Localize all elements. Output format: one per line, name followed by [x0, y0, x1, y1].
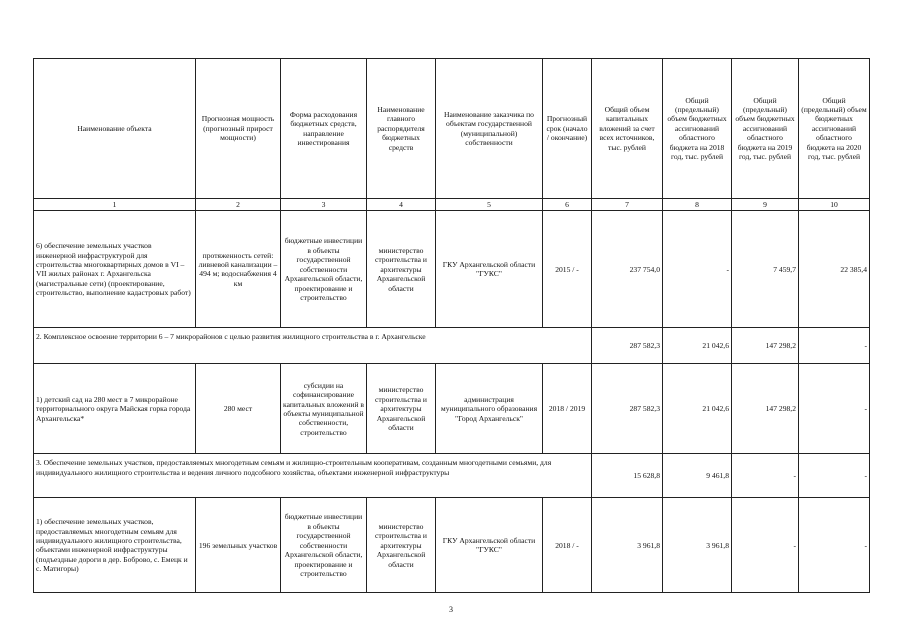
page-number: 3 — [449, 605, 453, 614]
total-investment-cell: 3 961,8 — [592, 498, 663, 593]
budget-2018-cell: - — [663, 211, 732, 328]
table-row — [34, 498, 870, 593]
total-investment-cell: 287 582,3 — [592, 364, 663, 454]
section-title: 2. Комплексное освоение территории 6 – 7 микрорайонов с целью развития жилищного строительства в г. Архангельске — [34, 328, 592, 364]
term-cell: 2015 / - — [543, 211, 592, 328]
column-number: 9 — [732, 199, 799, 211]
total-investment-cell: 15 628,8 — [592, 454, 663, 498]
table-row — [34, 364, 870, 454]
header-spending-form: Форма расходования бюджетных средств, направление инвестирования — [281, 59, 367, 199]
total-investment-cell: 287 582,3 — [592, 328, 663, 364]
spending-form-cell: бюджетные инвестиции в объекты государственной собственности Архангельской области, проектирование и строительство — [281, 211, 367, 328]
budget-2018-cell: 3 961,8 — [663, 498, 732, 593]
total-investment-cell: 237 754,0 — [592, 211, 663, 328]
column-number-row — [34, 199, 870, 211]
header-customer: Наименование заказчика по объектам государственной (муниципальной) собственности — [436, 59, 543, 199]
term-cell: 2018 / - — [543, 498, 592, 593]
capacity-cell: протяженность сетей: ливневой канализации – 494 м; водоснабжения 4 км — [196, 211, 281, 328]
budget-2019-cell: - — [732, 454, 799, 498]
column-number: 8 — [663, 199, 732, 211]
header-budget-manager: Наименование главного распорядителя бюджетных средств — [367, 59, 436, 199]
customer-cell: ГКУ Архангельской области "ГУКС" — [436, 498, 543, 593]
column-number: 5 — [436, 199, 543, 211]
header-total-investment: Общий объем капитальных вложений за счет всех источников, тыс. рублей — [592, 59, 663, 199]
budget-2020-cell: - — [799, 328, 870, 364]
section-title: 3. Обеспечение земельных участков, предоставляемых многодетным семьям и жилищно-строительным кооперативам, созданным многодетными семьями, для индивидуального жилищного строительства и ведения личного подсобного хозяйства, объектами инженерной инфраструктуры — [34, 454, 592, 498]
object-name-cell: 6) обеспечение земельных участков инженерной инфраструктурой для строительства многоквартирных домов в VI – VII жилых районах г. Архангельска (магистральные сети) (проектирование, строительство, выполнение кадастровых работ) — [34, 211, 196, 328]
budget-manager-cell: министерство строительства и архитектуры Архангельской области — [367, 211, 436, 328]
table-row — [34, 211, 870, 328]
section-row — [34, 454, 870, 498]
header-object-name: Наименование объекта — [34, 59, 196, 199]
column-number: 6 — [543, 199, 592, 211]
object-name-cell: 1) детский сад на 280 мест в 7 микрорайоне территориального округа Майская горка города Архангельска* — [34, 364, 196, 454]
header-term: Прогнозный срок (начало / окончание) — [543, 59, 592, 199]
header-budget-2020: Общий (предельный) объем бюджетных ассигнований областного бюджета на 2020 год, тыс. рублей — [799, 59, 870, 199]
customer-cell: администрация муниципального образования "Город Архангельск" — [436, 364, 543, 454]
customer-cell: ГКУ Архангельской области "ГУКС" — [436, 211, 543, 328]
header-capacity: Прогнозная мощность (прогнозный прирост мощности) — [196, 59, 281, 199]
capacity-cell: 196 земельных участков — [196, 498, 281, 593]
budget-2019-cell: 147 298,2 — [732, 364, 799, 454]
investment-table — [33, 58, 870, 593]
budget-2019-cell: 7 459,7 — [732, 211, 799, 328]
budget-2020-cell: - — [799, 454, 870, 498]
budget-2019-cell: 147 298,2 — [732, 328, 799, 364]
column-number: 7 — [592, 199, 663, 211]
section-row — [34, 328, 870, 364]
spending-form-cell: субсидии на софинансирование капитальных вложений в объекты муниципальной собственности, строительство — [281, 364, 367, 454]
budget-manager-cell: министерство строительства и архитектуры Архангельской области — [367, 498, 436, 593]
budget-2020-cell: 22 385,4 — [799, 211, 870, 328]
column-number: 3 — [281, 199, 367, 211]
budget-2019-cell: - — [732, 498, 799, 593]
header-budget-2019: Общий (предельный) объем бюджетных ассигнований областного бюджета на 2019 год, тыс. рублей — [732, 59, 799, 199]
budget-2020-cell: - — [799, 498, 870, 593]
column-number: 4 — [367, 199, 436, 211]
term-cell: 2018 / 2019 — [543, 364, 592, 454]
header-row — [34, 59, 870, 199]
budget-2018-cell: 9 461,8 — [663, 454, 732, 498]
budget-manager-cell: министерство строительства и архитектуры Архангельской области — [367, 364, 436, 454]
budget-2018-cell: 21 042,6 — [663, 364, 732, 454]
column-number: 10 — [799, 199, 870, 211]
spending-form-cell: бюджетные инвестиции в объекты государственной собственности Архангельской области, проектирование и строительство — [281, 498, 367, 593]
column-number: 1 — [34, 199, 196, 211]
header-budget-2018: Общий (предельный) объем бюджетных ассигнований областного бюджета на 2018 год, тыс. рублей — [663, 59, 732, 199]
column-number: 2 — [196, 199, 281, 211]
capacity-cell: 280 мест — [196, 364, 281, 454]
object-name-cell: 1) обеспечение земельных участков, предоставляемых многодетным семьям для индивидуального жилищного строительства, объектами инженерной инфраструктуры (подъездные дороги в дер. Боброво, с. Емецк и с. Матигоры) — [34, 498, 196, 593]
budget-2020-cell: - — [799, 364, 870, 454]
budget-2018-cell: 21 042,6 — [663, 328, 732, 364]
